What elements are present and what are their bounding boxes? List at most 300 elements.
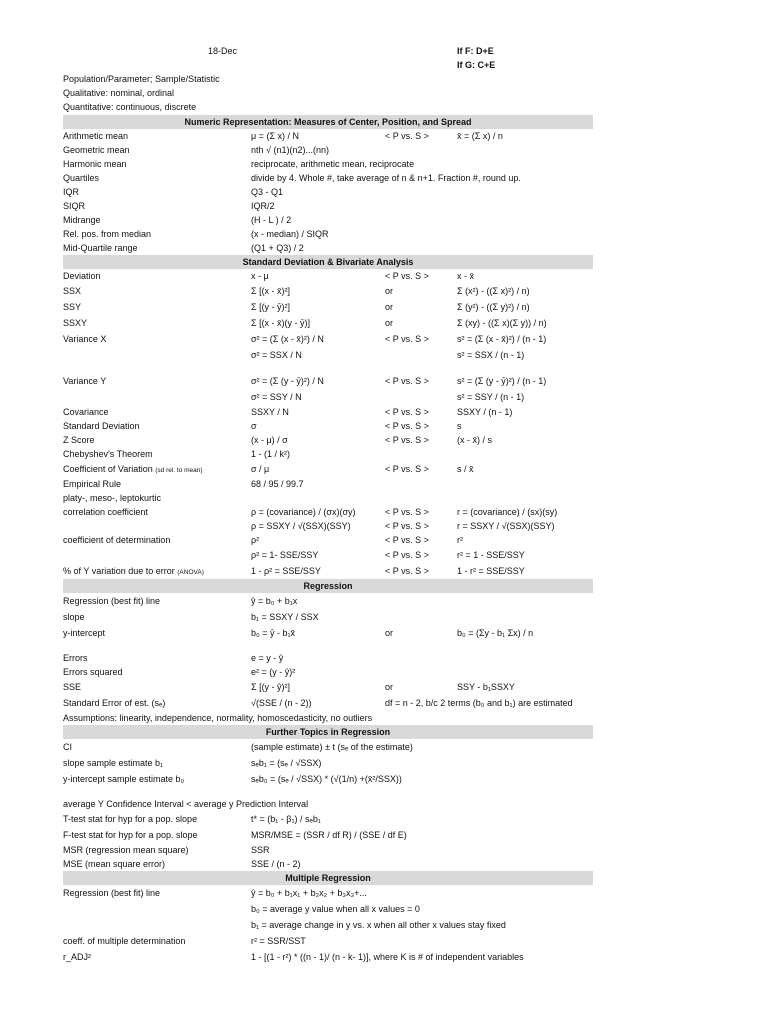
formula-row [63, 241, 593, 255]
relation-cell [385, 625, 393, 641]
sample-formula [457, 625, 533, 641]
cell-text: Midrange [63, 215, 101, 225]
cell-text: σ / μ [251, 464, 270, 474]
term-cell [63, 811, 197, 827]
cell-text: σ² = (Σ (y - ȳ)²) / N [251, 376, 324, 386]
population-formula [251, 609, 319, 625]
population-formula [251, 843, 270, 857]
formula-row [63, 433, 593, 447]
term-cell [63, 477, 121, 491]
term-cell [63, 315, 87, 331]
term-cell [63, 933, 185, 949]
term-cell [63, 679, 81, 695]
cell-text: σ [251, 421, 257, 431]
relation-cell [385, 563, 429, 579]
cell-text: Σ (x²) - ((Σ x)²) / n) [457, 286, 530, 296]
population-formula [251, 269, 269, 283]
cell-text: x - x̄ [457, 271, 474, 281]
cell-text: coeff. of multiple determination [63, 936, 186, 946]
sample-formula [457, 533, 463, 547]
cell-text: Q3 - Q1 [251, 187, 284, 197]
cell-text: < P vs. S > [385, 131, 429, 141]
formula-row [63, 519, 593, 533]
cell-text: CI [63, 742, 72, 752]
term-cell [63, 625, 105, 641]
cell-text: Σ (y²) - ((Σ y)²) / n) [457, 302, 530, 312]
cell-text: slope sample estimate b₁ [63, 758, 164, 768]
term-cell [63, 695, 165, 711]
relation-cell [385, 315, 393, 331]
intro-block [63, 72, 603, 114]
sample-formula [457, 547, 525, 563]
population-formula [251, 433, 288, 447]
formula-row [63, 227, 593, 241]
cell-text: Chebyshev's Theorem [63, 449, 153, 459]
population-formula [251, 213, 291, 227]
formula-row [63, 609, 593, 625]
cell-text: Variance Y [63, 376, 107, 386]
relation-cell [385, 419, 429, 433]
formula-row [63, 739, 593, 755]
cell-text: Σ [(y - ŷ)²] [251, 682, 291, 692]
term-cell [63, 665, 123, 679]
cell-text: or [385, 682, 394, 692]
cell-text: Σ [(x - x̄)(y - ȳ)] [251, 318, 311, 328]
cell-text: e² = (y - ŷ)² [251, 667, 296, 677]
cell-text: IQR/2 [251, 201, 275, 211]
intro-line: Qualitative: nominal, ordinal [63, 88, 175, 98]
formula-row [63, 797, 593, 811]
formula-row [63, 347, 593, 363]
cell-text: SSXY / N [251, 407, 289, 417]
cell-text: < P vs. S > [385, 464, 429, 474]
sample-formula [457, 405, 512, 419]
formula-row [63, 185, 593, 199]
term-note: (sd rel. to mean) [155, 467, 203, 474]
cell-text: 1 - ρ² = SSE/SSY [251, 566, 321, 576]
cell-text: < P vs. S > [385, 376, 429, 386]
formula-row [63, 933, 593, 949]
cell-text: Quartiles [63, 173, 100, 183]
formula-row [63, 461, 593, 477]
relation-cell [385, 283, 393, 299]
section-header: Regression [63, 579, 593, 593]
term-cell [63, 739, 72, 755]
cell-text: MSE (mean square error) [63, 859, 166, 869]
cell-text: (sample estimate) ± t (sₑ of the estimate) [251, 742, 413, 752]
term-cell [63, 949, 91, 965]
cell-text: Standard Deviation [63, 421, 140, 431]
term-cell [63, 185, 79, 199]
term-note: (ANOVA) [177, 569, 204, 576]
section-header: Further Topics in Regression [63, 725, 593, 739]
cell-text: platy-, meso-, leptokurtic [63, 493, 162, 503]
population-formula [251, 129, 299, 143]
cell-text: (Q1 + Q3) / 2 [251, 243, 304, 253]
formula-row [63, 857, 593, 871]
cell-text: < P vs. S > [385, 550, 429, 560]
term-cell [63, 143, 130, 157]
formula-row [63, 593, 593, 609]
formula-row [63, 447, 593, 461]
population-formula [251, 315, 310, 331]
cell-text: x̄ = (Σ x) / n [457, 131, 503, 141]
term-cell [63, 157, 127, 171]
formula-row [63, 419, 593, 433]
cell-text: Assumptions: linearity, independence, normality, homoscedasticity, no outliers [63, 713, 373, 723]
cell-text: SIQR [63, 201, 86, 211]
cell-text: σ² = (Σ (x - x̄)²) / N [251, 334, 324, 344]
cell-text: IQR [63, 187, 80, 197]
term-cell [63, 299, 81, 315]
population-formula [251, 739, 413, 755]
term-cell [63, 593, 160, 609]
term-cell [63, 843, 189, 857]
population-formula [251, 857, 301, 871]
cell-text: t* = (b₁ - β₁) / sₑb₁ [251, 814, 321, 824]
cell-text: SSXY / (n - 1) [457, 407, 513, 417]
intro-line: Population/Parameter; Sample/Statistic [63, 74, 220, 84]
cell-text: s² = SSX / (n - 1) [457, 350, 525, 360]
population-formula [251, 547, 318, 563]
cell-text: r² [457, 535, 463, 545]
sample-formula [457, 679, 515, 695]
formula-row [63, 171, 593, 185]
cell-text: b₀ = average y value when all x values = 0 [251, 904, 420, 914]
population-formula [251, 651, 283, 665]
cell-text: < P vs. S > [385, 421, 429, 431]
formula-row [63, 625, 593, 641]
population-formula [251, 519, 351, 533]
cell-text: or [385, 302, 394, 312]
term-cell [63, 505, 148, 519]
cell-text: Regression (best fit) line [63, 596, 161, 606]
formula-row [63, 363, 593, 373]
formula-row [63, 651, 593, 665]
formula-row [63, 505, 593, 519]
cell-text: F-test stat for hyp for a pop. slope [63, 830, 198, 840]
cell-text: 1 - r² = SSE/SSY [457, 566, 525, 576]
cell-text: SSX [63, 286, 82, 296]
formula-row [63, 405, 593, 419]
formula-row [63, 269, 593, 283]
cell-text: r² = SSR/SST [251, 936, 306, 946]
cell-text: reciprocate, arithmetic mean, reciprocate [251, 159, 415, 169]
relation-cell [385, 269, 429, 283]
population-formula [251, 389, 302, 405]
relation-cell [385, 129, 429, 143]
population-formula [251, 143, 329, 157]
population-formula [251, 917, 506, 933]
formula-row [63, 787, 593, 797]
population-formula [251, 199, 275, 213]
sample-formula [457, 299, 530, 315]
cell-text: Σ (xy) - ((Σ x)(Σ y)) / n) [457, 318, 547, 328]
relation-cell [385, 505, 429, 519]
term-cell [63, 227, 151, 241]
cell-text: s / x̄ [457, 464, 474, 474]
term-cell [63, 241, 138, 255]
cell-text: SSY [63, 302, 82, 312]
cell-text: Empirical Rule [63, 479, 122, 489]
cell-text: Regression (best fit) line [63, 888, 161, 898]
population-formula [251, 755, 321, 771]
sample-formula [457, 347, 524, 363]
term-cell [63, 885, 160, 901]
cell-text: MSR/MSE = (SSR / df R) / (SSE / df E) [251, 830, 407, 840]
cell-text: s² = SSY / (n - 1) [457, 392, 525, 402]
population-formula [251, 299, 290, 315]
sample-formula [457, 129, 503, 143]
population-formula [251, 933, 306, 949]
date-label: 18-Dec [208, 46, 238, 56]
formula-row [63, 477, 593, 491]
formula-row [63, 679, 593, 695]
cell-text: Coefficient of Variation [63, 464, 153, 474]
relation-cell [385, 331, 429, 347]
population-formula [251, 171, 521, 185]
cell-text: ŷ = b₀ + b₁x [251, 596, 298, 606]
relation-cell [385, 433, 429, 447]
cell-text: s² = (Σ (x - x̄)²) / (n - 1) [457, 334, 547, 344]
cell-text: r² = 1 - SSE/SSY [457, 550, 525, 560]
cell-text: b₁ = average change in y vs. x when all other x values stay fixed [251, 920, 506, 930]
cell-text: Covariance [63, 407, 109, 417]
term-cell [63, 827, 198, 843]
cell-text: Arithmetic mean [63, 131, 129, 141]
cell-text: σ² = SSX / N [251, 350, 302, 360]
cell-text: √(SSE / (n - 2)) [251, 698, 312, 708]
formula-row [63, 827, 593, 843]
formula-row [63, 373, 593, 389]
cell-text: < P vs. S > [385, 521, 429, 531]
cell-text: Errors squared [63, 667, 123, 677]
cell-text: < P vs. S > [385, 334, 429, 344]
cell-text: Deviation [63, 271, 101, 281]
sample-formula [457, 283, 530, 299]
sample-formula [457, 461, 474, 477]
cell-text: 68 / 95 / 99.7 [251, 479, 304, 489]
cell-text: Geometric mean [63, 145, 130, 155]
formula-row [63, 331, 593, 347]
cell-text: Variance X [63, 334, 107, 344]
cell-text: Errors [63, 653, 88, 663]
formula-row [63, 755, 593, 771]
cell-text: μ = (Σ x) / N [251, 131, 300, 141]
term-cell [63, 331, 106, 347]
cell-text: Σ [(x - x̄)²] [251, 286, 291, 296]
sample-formula [457, 419, 462, 433]
cell-text: 1 - [(1 - r²) * ((n - 1)/ (n - k- 1)], where K is # of independent variables [251, 952, 524, 962]
term-cell [63, 771, 184, 787]
cell-text: SSE [63, 682, 82, 692]
formula-row [63, 695, 593, 711]
term-cell [63, 269, 101, 283]
population-formula [251, 185, 283, 199]
relation-cell [385, 679, 393, 695]
cell-text: sₑb₀ = (sₑ / √SSX) * (√(1/n) +(x̄²/SSX)) [251, 774, 402, 784]
cell-text: ρ = SSXY / √(SSX)(SSY) [251, 521, 351, 531]
formula-row [63, 771, 593, 787]
cell-text: σ² = SSY / N [251, 392, 302, 402]
cell-text: ρ² [251, 535, 260, 545]
cell-text: b₀ = ȳ - b₁x̄ [251, 628, 296, 638]
cell-text: b₀ = (Σy - b₁ Σx) / n [457, 628, 534, 638]
formula-row [63, 213, 593, 227]
formula-row [63, 885, 593, 901]
relation-cell [385, 533, 429, 547]
population-formula [251, 447, 290, 461]
population-formula [251, 811, 321, 827]
sample-formula [457, 315, 547, 331]
formula-row [63, 157, 593, 171]
cell-text: SSE / (n - 2) [251, 859, 301, 869]
cell-text: Z Score [63, 435, 95, 445]
term-cell [63, 491, 161, 505]
formula-row [63, 843, 593, 857]
cell-text: < P vs. S > [385, 507, 429, 517]
cell-text: nth √ (n1)(n2)...(nn) [251, 145, 329, 155]
term-cell [63, 609, 85, 625]
term-cell [63, 405, 109, 419]
cell-text: < P vs. S > [385, 407, 429, 417]
term-cell [63, 433, 95, 447]
term-cell [63, 213, 101, 227]
cell-text: b₁ = SSXY / SSX [251, 612, 319, 622]
cell-text: Mid-Quartile range [63, 243, 138, 253]
section-header: Standard Deviation & Bivariate Analysis [63, 255, 593, 269]
formula-row [63, 389, 593, 405]
sample-formula [457, 433, 492, 447]
cell-text: or [385, 286, 394, 296]
cell-text: < P vs. S > [385, 566, 429, 576]
relation-cell [385, 299, 393, 315]
cell-text: < P vs. S > [385, 271, 429, 281]
cell-text: MSR (regression mean square) [63, 845, 189, 855]
population-formula [251, 405, 289, 419]
cell-text: T-test stat for hyp for a pop. slope [63, 814, 198, 824]
term-cell [63, 651, 88, 665]
cell-text: % of Y variation due to error [63, 566, 175, 576]
relation-cell [385, 695, 573, 711]
cell-text: or [385, 628, 394, 638]
cell-text: SSR [251, 845, 270, 855]
cell-text: (x - median) / SIQR [251, 229, 329, 239]
cell-text: df = n - 2, b/c 2 terms (b₀ and b₁) are estimated [385, 698, 573, 708]
population-formula [251, 419, 257, 433]
formula-row [63, 901, 593, 917]
population-formula [251, 885, 367, 901]
population-formula [251, 505, 356, 519]
cell-text: divide by 4. Whole #, take average of n & n+1. Fraction #, round up. [251, 173, 521, 183]
term-cell [63, 797, 308, 811]
term-cell [63, 857, 165, 871]
cell-text: ρ² = 1- SSE/SSY [251, 550, 319, 560]
cell-text: (H - L ) / 2 [251, 215, 292, 225]
formula-row [63, 547, 593, 563]
sample-formula [457, 331, 546, 347]
cell-text: y-intercept [63, 628, 106, 638]
formula-row [63, 641, 593, 651]
population-formula [251, 373, 324, 389]
population-formula [251, 533, 259, 547]
population-formula [251, 563, 321, 579]
cell-text: correlation coefficient [63, 507, 148, 517]
cell-text: Harmonic mean [63, 159, 127, 169]
term-cell [63, 533, 170, 547]
formula-row [63, 129, 593, 143]
formula-row [63, 811, 593, 827]
section-header: Multiple Regression [63, 871, 593, 885]
cell-text: Standard Error of est. (sₑ) [63, 698, 166, 708]
population-formula [251, 771, 402, 787]
intro-line: Quantitative: continuous, discrete [63, 102, 197, 112]
sample-formula [457, 389, 524, 405]
population-formula [251, 461, 269, 477]
population-formula [251, 593, 297, 609]
term-cell [63, 199, 85, 213]
population-formula [251, 157, 414, 171]
cell-text: 1 - (1 / k²) [251, 449, 291, 459]
term-cell [63, 711, 372, 725]
population-formula [251, 665, 295, 679]
population-formula [251, 331, 324, 347]
population-formula [251, 241, 304, 255]
population-formula [251, 827, 407, 843]
formula-row [63, 143, 593, 157]
population-formula [251, 901, 420, 917]
cell-text: s [457, 421, 462, 431]
cell-text: (x - x̄) / s [457, 435, 492, 445]
term-cell [63, 373, 106, 389]
population-formula [251, 949, 524, 965]
population-formula [251, 477, 304, 491]
sample-formula [457, 519, 555, 533]
formula-row [63, 533, 593, 547]
formula-row [63, 711, 593, 725]
term-cell [63, 283, 81, 299]
relation-cell [385, 547, 429, 563]
formula-row [63, 563, 593, 579]
population-formula [251, 695, 311, 711]
formula-sheet [63, 115, 593, 965]
cell-text: < P vs. S > [385, 535, 429, 545]
cell-text: r_ADJ² [63, 952, 92, 962]
section-header: Numeric Representation: Measures of Center, Position, and Spread [63, 115, 593, 129]
cell-text: ŷ = b₀ + b₁x₁ + b₂x₂ + b₃x₃+... [251, 888, 367, 898]
formula-row [63, 299, 593, 315]
formula-row [63, 665, 593, 679]
cell-text: s² = (Σ (y - ȳ)²) / (n - 1) [457, 376, 547, 386]
population-formula [251, 679, 290, 695]
relation-cell [385, 461, 429, 477]
cell-text: < P vs. S > [385, 435, 429, 445]
formula-row [63, 315, 593, 331]
population-formula [251, 227, 329, 241]
term-cell [63, 447, 153, 461]
sample-formula [457, 563, 525, 579]
term-cell [63, 171, 99, 185]
formula-row [63, 917, 593, 933]
rule-g-label: If G: C+E [457, 60, 496, 70]
term-cell [63, 563, 204, 581]
cell-text: SSY - b₁SSXY [457, 682, 515, 692]
cell-text: coefficient of determination [63, 535, 171, 545]
population-formula [251, 625, 295, 641]
cell-text: or [385, 318, 394, 328]
cell-text: Rel. pos. from median [63, 229, 152, 239]
relation-cell [385, 405, 429, 419]
